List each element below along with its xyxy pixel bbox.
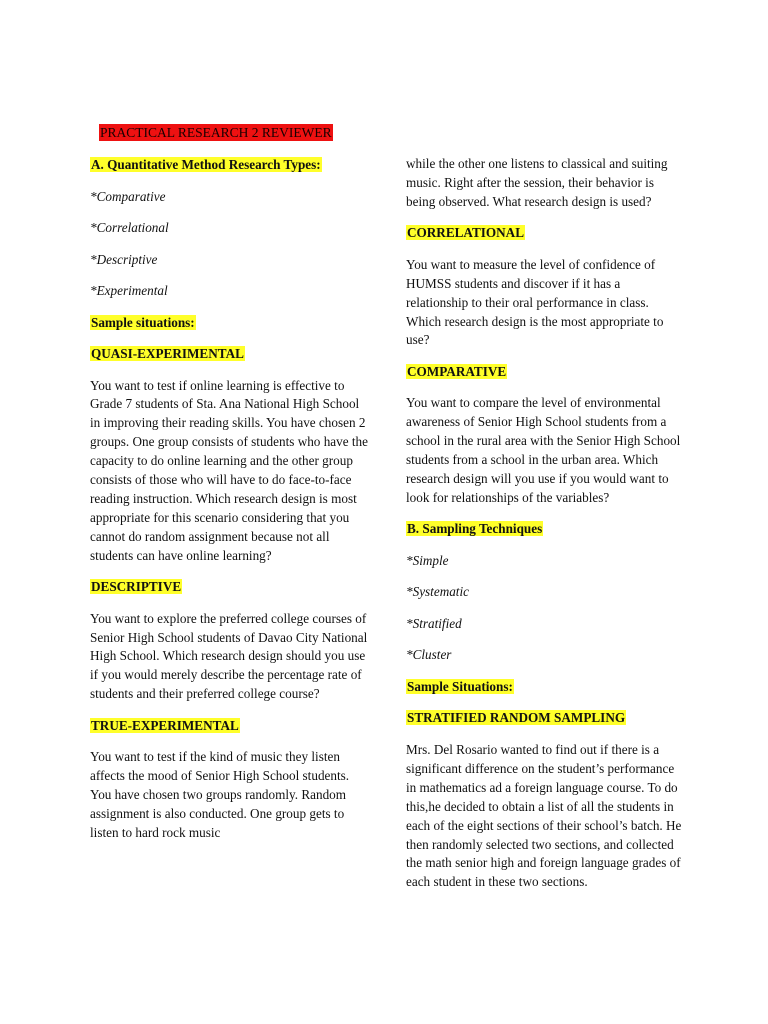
true-experimental-continued-text: while the other one listens to classical and suiting music. Right after the session, their behavior is being observed. What research design is used? bbox=[406, 156, 668, 209]
technique-item: *Systematic bbox=[406, 584, 469, 600]
right-column bbox=[406, 155, 684, 905]
stratified-random-sampling-text: Mrs. Del Rosario wanted to find out if there is a significant difference on the student’s performance in mathematics ad a foreign language course. To do this,he decided to obtain a list of all the students in each of the eight sections of their school’s batch. He then randomly selected two sections, and collected the math senior high and foreign language grades of each student in these two sections. bbox=[406, 741, 682, 890]
type-item: *Experimental bbox=[90, 283, 168, 298]
document-title: PRACTICAL RESEARCH 2 REVIEWER bbox=[100, 125, 332, 140]
section-a-heading: A. Quantitative Method Research Types: bbox=[91, 157, 321, 172]
quasi-experimental-text: You want to test if online learning is effective to Grade 7 students of Sta. Ana National High School in improving their reading skills. You have chosen 2 groups. One group consists of students who have the capacity to do online learning and the other group consists of those who will have to do face-to-face reading instruction. Which research design is most appropriate for this scenario considering that you cannot do random assignment because not all students can have online learning? bbox=[90, 377, 368, 563]
sample-situations-heading-b: Sample Situations: bbox=[407, 678, 513, 694]
quasi-experimental-label: QUASI-EXPERIMENTAL bbox=[91, 346, 244, 361]
type-item: *Correlational bbox=[90, 220, 169, 235]
left-column bbox=[90, 156, 368, 855]
technique-item: *Simple bbox=[406, 552, 449, 568]
type-item: *Comparative bbox=[90, 188, 166, 204]
stratified-random-sampling-label: STRATIFIED RANDOM SAMPLING bbox=[407, 710, 626, 726]
true-experimental-label: TRUE-EXPERIMENTAL bbox=[91, 717, 239, 733]
comparative-label: COMPARATIVE bbox=[407, 363, 507, 379]
technique-item: *Cluster bbox=[406, 647, 452, 663]
correlational-text: You want to measure the level of confidence of HUMSS students and discover if it has a relationship to their oral performance in class. Which research design is the most appropriate to use? bbox=[406, 256, 664, 348]
correlational-label: CORRELATIONAL bbox=[407, 225, 524, 241]
type-item: *Descriptive bbox=[90, 251, 158, 267]
true-experimental-text: You want to test if the kind of music they listen affects the mood of Senior High School students. You have chosen two groups randomly. Random assignment is also conducted. One group gets to listen to hard rock music bbox=[90, 749, 350, 840]
comparative-text: You want to compare the level of environmental awareness of Senior High School students from a school in the rural area with the Senior High School students from a school in the urban area. Which research design will you use if you would want to look for relationships of the variables? bbox=[406, 395, 681, 505]
sample-situations-heading: Sample situations: bbox=[91, 314, 195, 330]
section-b-heading: B. Sampling Techniques bbox=[407, 521, 543, 537]
technique-item: *Stratified bbox=[406, 615, 462, 631]
descriptive-label: DESCRIPTIVE bbox=[91, 579, 182, 595]
descriptive-text: You want to explore the preferred college courses of Senior High School students of Davao City National High School. Which research design should you use if you would merely describe the percentage rate of students and their preferred college course? bbox=[90, 610, 368, 702]
